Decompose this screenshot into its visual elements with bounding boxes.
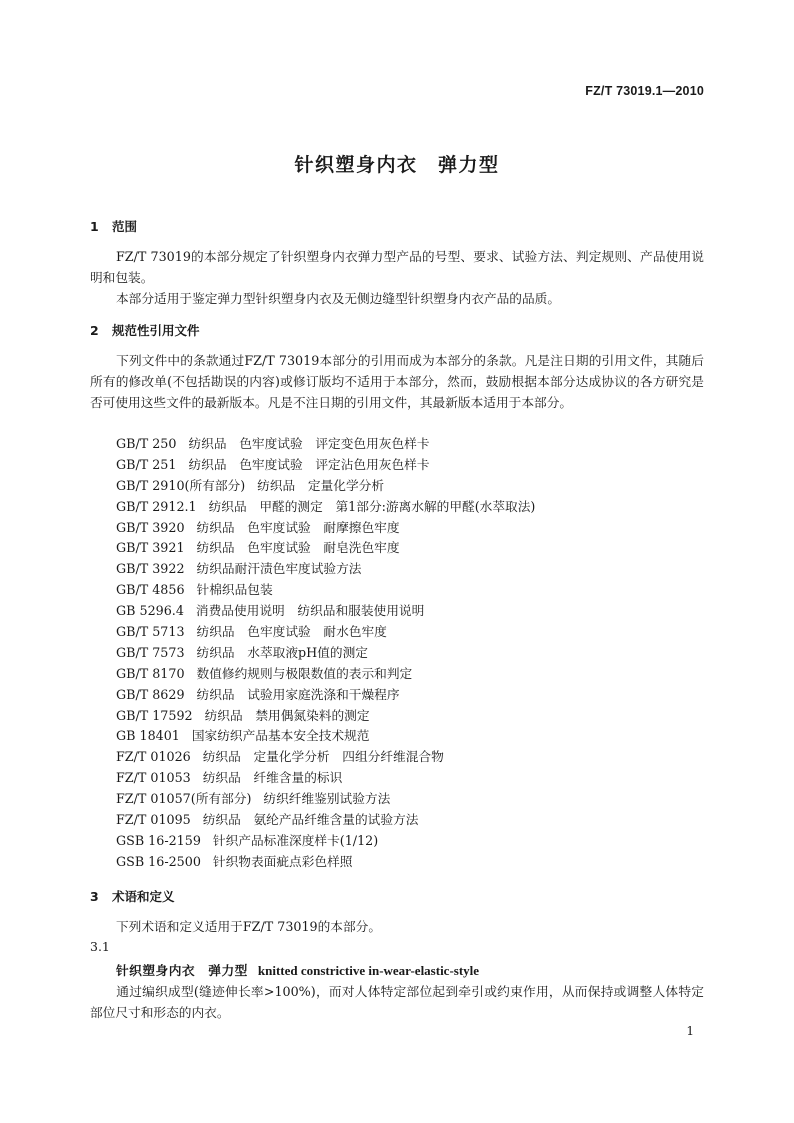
section-title: 范围 [112,219,138,234]
reference-item: FZ/T 01057(所有部分) 纺织纤维鉴别试验方法 [116,791,391,807]
reference-item: GB/T 251 纺织品 色牢度试验 评定沾色用灰色样卡 [116,456,430,472]
section-number: 2 [90,323,99,338]
standard-code: FZ/T 73019.1—2010 [585,84,704,98]
term-chinese: 针织塑身内衣 弹力型 [116,963,248,978]
section-2-intro: 下列文件中的条款通过FZ/T 73019本部分的引用而成为本部分的条款。凡是注日期的引用文件，其随后所有的修改单(不包括勘误的内容)或修订版均不适用于本部分，然而，鼓励根据本部分达成协议的各方研究是否可使用这些文件的最新版本。凡是不注日期的引用文件，其最新版本适用于本部分。 [90,353,704,410]
term-definition: 通过编织成型(缝迹伸长率>100%)，而对人体特定部位起到牵引或约束作用，从而保持或调整人体特定部位尺寸和形态的内衣。 [90,984,704,1020]
reference-item: GB/T 5713 纺织品 色牢度试验 耐水色牢度 [116,624,387,640]
term-number: 3.1 [90,939,110,954]
reference-item: GB/T 2912.1 纺织品 甲醛的测定 第1部分:游离水解的甲醛(水萃取法) [116,498,536,514]
reference-item: GB/T 8629 纺织品 试验用家庭洗涤和干燥程序 [116,686,400,702]
reference-item: GB/T 250 纺织品 色牢度试验 评定变色用灰色样卡 [116,436,430,451]
reference-item: GB/T 3920 纺织品 色牢度试验 耐摩擦色牢度 [116,519,400,535]
reference-item: GB/T 3922 纺织品耐汗渍色牢度试验方法 [116,561,362,577]
page-number: 1 [686,1024,694,1038]
term-english: knitted constrictive in-wear-elastic-style [257,963,480,978]
reference-item: GB 5296.4 消费品使用说明 纺织品和服装使用说明 [116,603,425,619]
section-number: 3 [90,889,99,904]
document-title: 针织塑身内衣 弹力型 [294,154,500,176]
reference-item: GSB 16-2159 针织产品标准深度样卡(1/12) [116,832,379,848]
section-title: 规范性引用文件 [112,323,200,338]
section-title: 术语和定义 [112,889,175,904]
term-entry [116,960,479,979]
reference-item: FZ/T 01053 纺织品 纤维含量的标识 [116,770,343,786]
reference-item: GB/T 2910(所有部分) 纺织品 定量化学分析 [116,477,385,493]
reference-item: GB/T 7573 纺织品 水萃取液pH值的测定 [116,644,368,660]
section-2-heading [90,321,200,339]
reference-item: FZ/T 01026 纺织品 定量化学分析 四组分纤维混合物 [116,749,444,765]
reference-item: FZ/T 01095 纺织品 氨纶产品纤维含量的试验方法 [116,812,419,828]
reference-item: GSB 16-2500 针织物表面疵点彩色样照 [116,853,353,869]
section-number: 1 [90,219,99,234]
reference-item: GB/T 8170 数值修约规则与极限数值的表示和判定 [116,665,413,681]
normative-reference-list [116,434,535,873]
section-1-heading [90,217,137,235]
section-1-paragraph-2: 本部分适用于鉴定弹力型针织塑身内衣及无侧边缝型针织塑身内衣产品的品质。 [116,291,561,306]
reference-item: GB 18401 国家纺织产品基本安全技术规范 [116,728,370,744]
reference-item: GB/T 3921 纺织品 色牢度试验 耐皂洗色牢度 [116,540,400,556]
reference-item: GB/T 4856 针棉织品包装 [116,582,273,598]
reference-item: GB/T 17592 纺织品 禁用偶氮染料的测定 [116,707,370,723]
section-3-intro: 下列术语和定义适用于FZ/T 73019的本部分。 [116,919,382,934]
section-1-paragraph-1: FZ/T 73019的本部分规定了针织塑身内衣弹力型产品的号型、要求、试验方法、判定规则、产品使用说明和包装。 [90,249,704,285]
section-3-heading [90,887,175,905]
